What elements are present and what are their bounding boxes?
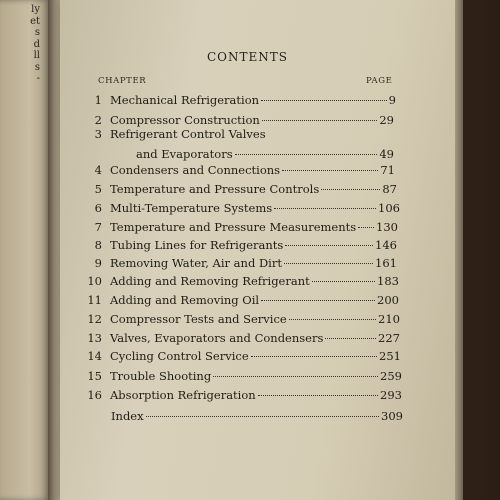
chapter-number: 13	[87, 331, 102, 345]
chapter-number: 8	[94, 238, 102, 252]
chapter-number: 12	[87, 312, 102, 326]
left-fragment-line: et	[30, 15, 40, 27]
toc-entry	[80, 182, 397, 196]
toc-entry	[80, 312, 400, 326]
dot-leader	[262, 120, 378, 121]
chapter-number: 7	[94, 220, 102, 234]
dot-leader	[325, 338, 376, 339]
left-fragment-line: s	[34, 27, 40, 38]
left-page-text-fragment	[30, 4, 40, 85]
page-number: 71	[380, 163, 395, 177]
page-number: 227	[378, 331, 400, 345]
dot-leader	[261, 100, 387, 101]
chapter-number: 15	[87, 369, 102, 383]
chapter-title: Compressor Tests and Service	[110, 312, 287, 326]
page-column-header: PAGE	[366, 76, 393, 86]
chapter-title: Adding and Removing Refrigerant	[110, 274, 310, 288]
toc-entry	[80, 127, 394, 141]
chapter-number: 4	[94, 163, 102, 177]
chapter-title: Adding and Removing Oil	[110, 293, 260, 307]
toc-entry	[80, 93, 396, 107]
left-fragment-line: ll	[33, 50, 40, 61]
toc-entry	[80, 163, 395, 177]
chapter-number: 11	[87, 293, 102, 307]
page-number: 251	[379, 349, 401, 363]
left-page	[0, 0, 50, 500]
page-number: 49	[379, 147, 394, 161]
toc-entry	[80, 238, 397, 252]
dot-leader	[146, 416, 379, 417]
chapter-column-header: CHAPTER	[98, 76, 147, 86]
chapter-title: Absorption Refrigeration	[110, 388, 256, 402]
chapter-number: 14	[87, 349, 102, 363]
page-number: 130	[376, 220, 398, 234]
toc-entry	[80, 220, 398, 234]
chapter-title: Mechanical Refrigeration	[110, 93, 260, 107]
chapter-number: 6	[94, 201, 102, 215]
page-edge	[455, 0, 463, 500]
page-number: 259	[380, 369, 402, 383]
page-number: 9	[388, 93, 396, 107]
chapter-number: 5	[94, 182, 102, 196]
chapter-number: 2	[94, 113, 102, 127]
dot-leader	[213, 376, 378, 377]
dot-leader	[312, 281, 375, 282]
left-fragment-line: s	[34, 61, 40, 73]
chapter-number: 16	[87, 388, 102, 402]
chapter-title: Tubing Lines for Refrigerants	[110, 238, 284, 252]
chapter-title: Removing Water, Air and Dirt	[110, 256, 282, 270]
chapter-title: Temperature and Pressure Controls	[110, 182, 320, 196]
chapter-title: Valves, Evaporators and Condensers	[110, 331, 324, 345]
dot-leader	[321, 189, 380, 190]
dot-leader	[358, 227, 374, 228]
left-fragment-line: ly	[31, 4, 40, 15]
toc-entry	[80, 201, 400, 215]
chapter-number: 3	[94, 127, 102, 141]
chapter-title: Multi-Temperature Systems	[110, 201, 273, 215]
toc-entry	[80, 369, 402, 383]
page-number: 161	[375, 256, 397, 270]
left-fragment-line: -	[36, 73, 40, 84]
chapter-number: 9	[94, 256, 102, 270]
toc-entry-index	[83, 409, 403, 423]
page-number: 146	[375, 238, 397, 252]
chapter-title-continuation: and Evaporators	[136, 147, 233, 161]
contents-page	[60, 0, 455, 500]
chapter-title: Cycling Control Service	[110, 349, 249, 363]
dot-leader	[274, 208, 376, 209]
left-fragment-line: d	[33, 38, 40, 50]
page-number: 29	[379, 113, 394, 127]
chapter-number: 10	[87, 274, 102, 288]
page-title: CONTENTS	[206, 50, 288, 64]
page-number: 106	[378, 201, 400, 215]
chapter-title: Temperature and Pressure Measurements	[110, 220, 357, 234]
chapter-title: Condensers and Connections	[110, 163, 281, 177]
page-number: 210	[378, 312, 400, 326]
dot-leader	[235, 154, 378, 155]
dot-leader	[261, 300, 375, 301]
dot-leader	[285, 245, 373, 246]
page-number: 309	[381, 409, 403, 423]
dot-leader	[251, 356, 377, 357]
chapter-number: 1	[94, 93, 102, 107]
toc-entry	[80, 113, 394, 127]
toc-entry-continuation	[136, 147, 394, 161]
toc-entry	[80, 331, 400, 345]
page-number: 293	[380, 388, 402, 402]
chapter-title: Compressor Construction	[110, 113, 260, 127]
chapter-title: Trouble Shooting	[110, 369, 212, 383]
chapter-title: Index	[111, 409, 144, 423]
page-number: 183	[377, 274, 399, 288]
dot-leader	[258, 395, 378, 396]
toc-entry	[80, 274, 399, 288]
toc-list	[60, 0, 455, 500]
toc-entry	[80, 349, 401, 363]
dot-leader	[289, 319, 376, 320]
dot-leader	[282, 170, 378, 171]
chapter-title: Refrigerant Control Valves	[110, 127, 266, 141]
page-number: 200	[377, 293, 399, 307]
page-number: 87	[382, 182, 397, 196]
toc-entry	[80, 256, 397, 270]
dot-leader	[284, 263, 373, 264]
toc-entry	[80, 293, 399, 307]
toc-entry	[80, 388, 402, 402]
